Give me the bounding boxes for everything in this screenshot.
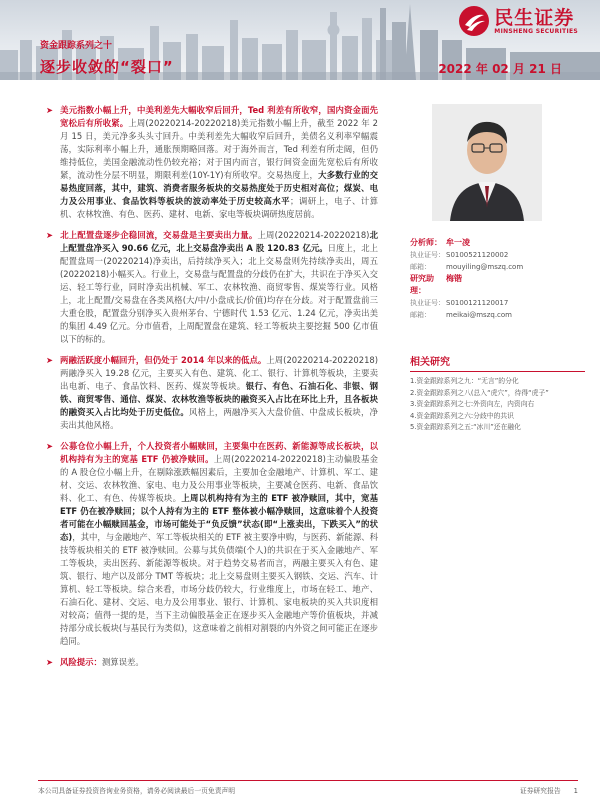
analyst-row: 研究助理： 梅锴 — [410, 274, 462, 295]
paragraph-dollar-spread: ➤ 美元指数小幅上升，中美利差先大幅收窄后回升，Ted 利差有所收窄，国内资金面先宽松后有所收紧。上周(20220214-20220218)美元指数小幅上升，截至 2022 年 2 月 15 日，美元净多头头寸回升。中美利差先大幅收窄后回升，美债名义利率窄幅震荡，实际利率小幅上升，通胀预期略回落。对于海外而言，Ted 利差有所走阔，但仍维持低位，美国金融流动性仍较充裕；对于国内而言，银行间资金面先宽松后有所收紧，流动性分层不明显，期限利差(10Y-1Y)有所收窄。交易热度上，大多数行业的交易热度回落，其中，建筑、消费者服务板块的交易热度处于历史相对高位；煤炭、电力及公用事业、食品饮料等板块的波动率处于历史较高水平；调研上，电子、计算机、农林牧渔、有色、医药、建材、电新、家电等板块调研热度居前。 — [46, 105, 379, 219]
analyst-row: 执业证号： S0100121120017 — [410, 299, 509, 307]
arrow-bullet-icon: ➤ — [46, 105, 54, 115]
disclaimer-note: 本公司具备证券投资咨询业务资格，请务必阅读最后一页免责声明 — [38, 787, 236, 795]
related-research-list — [410, 376, 585, 434]
report-date: 2022 年 02 月 21 日 — [438, 62, 562, 76]
page-number: 1 — [573, 787, 578, 795]
minsheng-logo-icon — [458, 5, 490, 37]
related-item[interactable]: 3.资金跟踪系列之七:外资向左，内资向右 — [410, 400, 535, 408]
analyst-info — [410, 237, 585, 321]
report-header — [0, 0, 600, 80]
logo-chinese-name: 民生证券 — [494, 6, 575, 29]
report-body — [46, 104, 379, 677]
arrow-bullet-icon: ➤ — [46, 230, 54, 240]
related-research — [410, 353, 585, 434]
related-item[interactable]: 4.资金跟踪系列之六:分歧中的共识 — [410, 411, 514, 420]
paragraph-northbound: ➤ 北上配置盘逐步企稳回流，交易盘是主要卖出力量。上周(20220214-20220218)北上配置盘净买入 90.66 亿元，北上交易盘净卖出 A 股 120.83 亿元。日度上，北上配置盘周一(20220214)净卖出，后持续净买入；北上交易盘则先持续净卖出，周五(20220218)小幅买入。行业上，交易盘与配置盘的分歧仍在扩大，共识在于净买入交运、轻工等行业，同时净卖出机械、军工、农林牧渔、商贸零售、煤炭等行业。风格上，北上配置/交易盘在各类风格(大/中/小盘成长/价值)均存在分歧。对于配置盘前三大重仓股，配置盘分别净买入贵州茅台、宁德时代 1.53 亿元、1.24 亿元，净卖出美的集团 4.49 亿元。分市值看，上周配置盘在建筑、轻工等板块主要挖掘 500 亿市值以下的标的。 — [46, 230, 379, 344]
sidebar — [410, 104, 585, 434]
arrow-bullet-icon: ➤ — [46, 355, 54, 365]
report-series: 资金跟踪系列之十 — [40, 41, 113, 51]
analyst-portrait-icon — [432, 104, 542, 221]
arrow-bullet-icon: ➤ — [46, 657, 54, 667]
analyst-photo — [432, 104, 542, 221]
minsheng-logo — [458, 4, 578, 38]
paragraph-public-funds: ➤ 公募仓位小幅上升，个人投资者小幅赎回，主要集中在医药、新能源等成长板块，以机构持有为主的宽基 ETF 仍被净赎回。上周(20220214-20220218)主动偏股基金的 A 股仓位小幅上升，在剔除涨跌幅因素后，主要加仓金融地产、计算机、军工、建材、交运、农林牧渔、家电、电力及公用事业等板块，主要减仓医药、电新、食品饮料、化工、有色、传媒等板块。上周以机构持有为主的 ETF 被净赎回，其中，宽基 ETF 仍在被净赎回；以个人持有为主的 ETF 整体被小幅净赎回，这意味着个人投资者可能在小幅赎回基金，市场可能处于“负反馈”状态(即“上涨卖出，下跌买入”的状态)，其中，与金融地产、军工等板块相关的 ETF 被主要净申购，与医药、新能源、科技等板块相关的 ETF 被净赎回。公募与其负债端(个人)的共识在于买入金融地产、军工等板块，卖出医药、新能源等板块。对于趋势交易者而言，两融主要买入有色、建筑、银行、地产以及部分 TMT 等板块；北上交易盘则主要买入钢铁、交运、汽车、计算机、轻工等板块。综合来看，市场分歧仍较大，行业维度上，市场在轻工、地产、石油石化、建材、交运、电力及公用事业、银行、计算机、家电板块的买入共识度相对较高；值得一提的是，当下主动偏股基金正在逐步买入金融地产等价值板块，并减持部分成长板块(与基民行为类似)，这意味着之前相对割裂的内外资之间可能正在逐步趋同。 — [46, 441, 379, 646]
page-footer — [38, 780, 578, 795]
analyst-row: 邮箱： meikai@mszq.com — [410, 311, 512, 319]
related-research-title: 相关研究 — [410, 353, 585, 372]
related-item[interactable]: 2.资金跟踪系列之八(总入“虎穴”，待得“虎子” — [410, 388, 549, 397]
analyst-row: 分析师： 牟一凌 — [410, 238, 470, 247]
analyst-row: 执业证号： S0100521120002 — [410, 251, 509, 259]
related-item[interactable]: 5.资金跟踪系列之五:“冰川”还在融化 — [410, 423, 521, 431]
arrow-bullet-icon: ➤ — [46, 441, 54, 451]
related-item[interactable]: 1.资金跟踪系列之九：“无言”的分化 — [410, 377, 519, 385]
paragraph-margin-trading: ➤ 两融活跃度小幅回升，但仍处于 2014 年以来的低点。上周(20220214-20220218)两融净买入 19.28 亿元，主要买入有色、建筑、化工、银行、计算机等板块，主要卖出电新、电子、食品饮料、医药、煤炭等板块。银行、有色、石油石化、非银、钢铁、商贸零售、通信、煤炭、农林牧渔等板块的融资买入占比在环比上升，且各板块的融资买入占比均处于历史低位。风格上，两融净买入大盘价值、中盘成长板块，净卖出其他风格。 — [46, 355, 379, 430]
analyst-email[interactable]: mouyiling@mszq.com — [446, 263, 524, 271]
report-type: 证券研究报告 — [519, 787, 561, 795]
assistant-email[interactable]: meikai@mszq.com — [446, 311, 512, 319]
paragraph-risk-warning: ➤ 风险提示：测算误差。 — [46, 657, 144, 667]
report-title: 逐步收敛的“裂口” — [40, 58, 174, 76]
logo-english-name: MINSHENG SECURITIES — [494, 27, 578, 35]
analyst-row: 邮箱： mouyiling@mszq.com — [410, 263, 524, 271]
